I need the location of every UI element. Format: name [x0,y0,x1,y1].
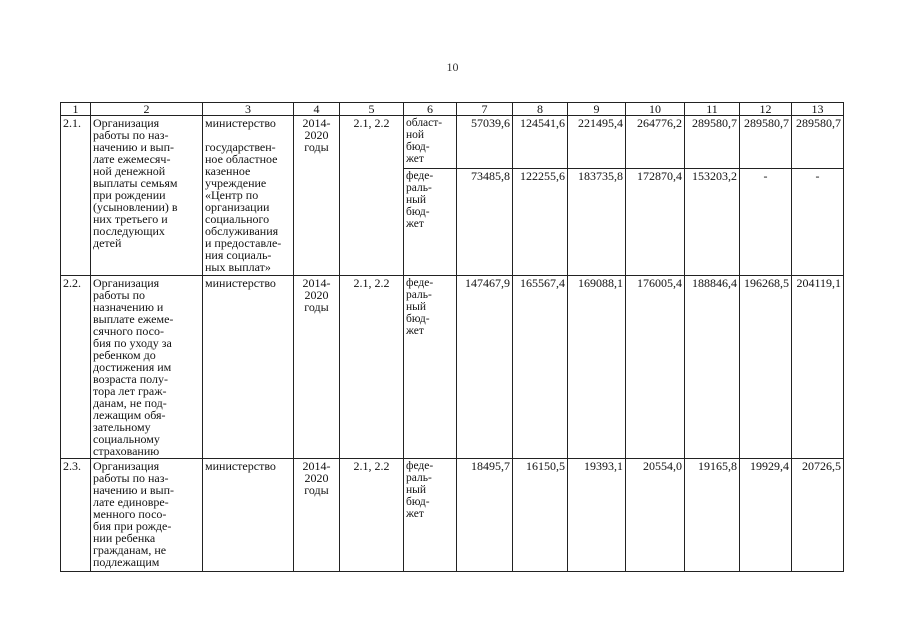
value-cell: 20726,5 [792,459,844,572]
header-cell: 3 [203,103,294,116]
measure-name: Организация работы по наз- начению и вып- лате единовре- менного посо- бия при рожде- нии ребенка гражданам, не подлежащим [91,459,203,572]
measure-name: Организация работы по назначению и выплате ежеме- сячного посо- бия по уходу за ребенком до достижения им возраста полу- тора лет граж- данам, не под- лежащим обя- зательному социальному страхованию [91,276,203,459]
header-row [61,103,844,116]
value-cell: 153203,2 [685,169,740,276]
header-cell: 4 [294,103,340,116]
value-cell: 124541,6 [513,116,568,169]
funding-source: област- ной бюд- жет [404,116,457,169]
table-row [61,276,844,459]
value-cell: 19165,8 [685,459,740,572]
table-row [61,459,844,572]
value-cell: 183735,8 [568,169,626,276]
indicators: 2.1, 2.2 [340,116,404,276]
value-cell: 289580,7 [792,116,844,169]
value-cell: 264776,2 [626,116,685,169]
period: 2014- 2020 годы [294,116,340,276]
funding-source: феде- раль- ный бюд- жет [404,276,457,459]
value-cell: 204119,1 [792,276,844,459]
value-cell: 19929,4 [740,459,792,572]
value-cell: 122255,6 [513,169,568,276]
table-row [61,116,844,169]
header-cell: 8 [513,103,568,116]
header-cell: 5 [340,103,404,116]
executor: министерство [203,459,294,572]
value-cell: 147467,9 [457,276,513,459]
header-cell: 1 [61,103,91,116]
header-cell: 7 [457,103,513,116]
value-cell: 18495,7 [457,459,513,572]
value-cell: - [740,169,792,276]
value-cell: 289580,7 [685,116,740,169]
value-cell: 196268,5 [740,276,792,459]
value-cell: 176005,4 [626,276,685,459]
value-cell: 20554,0 [626,459,685,572]
value-cell: 172870,4 [626,169,685,276]
header-cell: 2 [91,103,203,116]
value-cell: - [792,169,844,276]
value-cell: 16150,5 [513,459,568,572]
value-cell: 289580,7 [740,116,792,169]
header-cell: 9 [568,103,626,116]
row-number: 2.3. [61,459,91,572]
value-cell: 188846,4 [685,276,740,459]
row-number: 2.1. [61,116,91,276]
header-cell: 11 [685,103,740,116]
funding-source: феде- раль- ный бюд- жет [404,169,457,276]
value-cell: 57039,6 [457,116,513,169]
header-cell: 12 [740,103,792,116]
header-cell: 13 [792,103,844,116]
executor: министерство государствен- ное областное казенное учреждение «Центр по организации социального обслуживания и предоставле- ния социаль- ных выплат» [203,116,294,276]
program-table [60,102,844,572]
page-number: 10 [446,60,459,74]
row-number: 2.2. [61,276,91,459]
value-cell: 19393,1 [568,459,626,572]
executor: министерство [203,276,294,459]
indicators: 2.1, 2.2 [340,276,404,459]
header-cell: 6 [404,103,457,116]
indicators: 2.1, 2.2 [340,459,404,572]
period: 2014- 2020 годы [294,459,340,572]
measure-name: Организация работы по наз- начению и вып- лате ежемесяч- ной денежной выплаты семьям при рождении (усыновлении) в них третьего и последующих детей [91,116,203,276]
header-cell: 10 [626,103,685,116]
value-cell: 169088,1 [568,276,626,459]
value-cell: 221495,4 [568,116,626,169]
funding-source: феде- раль- ный бюд- жет [404,459,457,572]
value-cell: 73485,8 [457,169,513,276]
period: 2014- 2020 годы [294,276,340,459]
value-cell: 165567,4 [513,276,568,459]
